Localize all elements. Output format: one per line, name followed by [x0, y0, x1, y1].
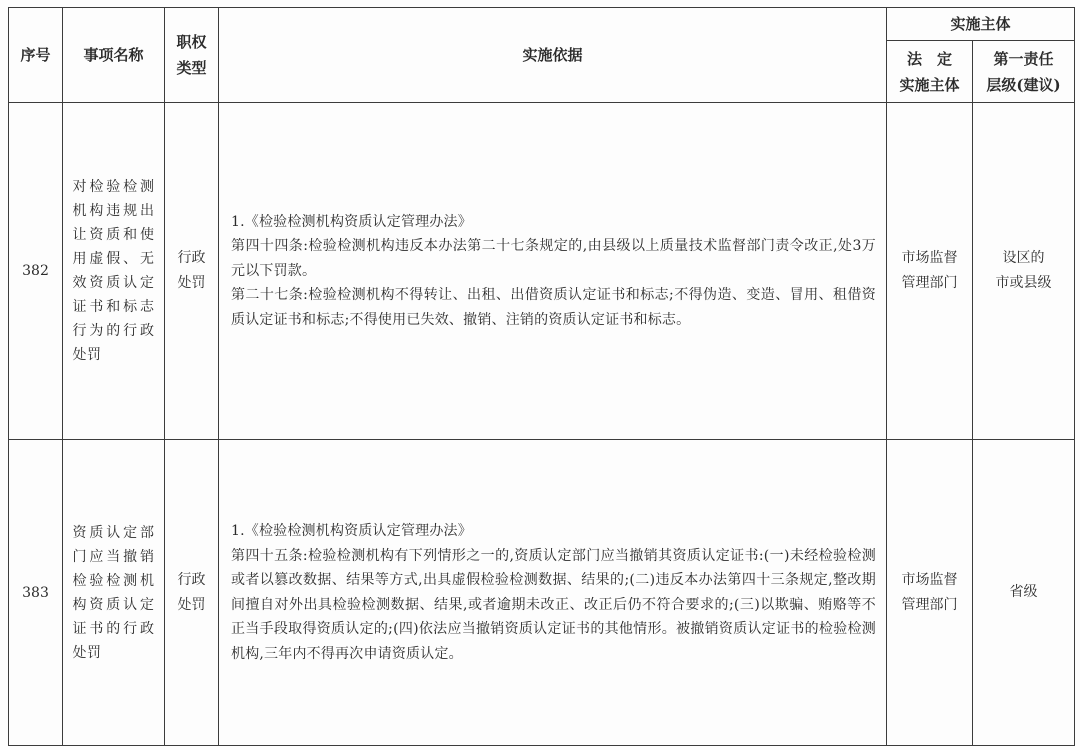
row-item-name	[63, 103, 165, 440]
level-line1: 省级	[1009, 584, 1038, 600]
legal-subject-line1: 市场监督	[901, 250, 958, 266]
power-type-line2: 处罚	[177, 596, 206, 613]
name-line: 构资质认定	[72, 596, 155, 613]
row-legal-subject	[887, 440, 973, 746]
name-line: 证书和标志	[72, 299, 155, 315]
name-line: 对检验检测	[72, 179, 155, 195]
header-basis: 实施依据	[219, 8, 887, 103]
legal-subject-line1: 市场监督	[901, 571, 958, 588]
header-power-type	[165, 8, 219, 103]
name-line: 让资质和使	[72, 227, 155, 243]
header-subject: 实施主体	[887, 8, 1075, 41]
row-seq: 382	[9, 103, 63, 440]
basis-paragraph: 1.《检验检测机构资质认定管理办法》	[231, 523, 472, 539]
header-responsibility-level	[973, 41, 1075, 103]
basis-paragraph: 第四十五条:检验检测机构有下列情形之一的,资质认定部门应当撤销其资质认定证书:(一)未经检验检测或者以篡改数据、结果等方式,出具虚假检验检测数据、结果的;(二)违反本办法第四十三条规定,整改期间擅自对外出具检验检测数据、结果,或者逾期未改正、改正后仍不符合要求的;(三)以欺骗、贿赂等不正当手段取得资质认定的;(四)依法应当撤销资质认定证书的其他情形。被撤销资质认定证书的检验检测机构,三年内不得再次申请资质认定。	[231, 547, 876, 662]
header-power-type-line1: 职权	[176, 33, 207, 51]
row-responsibility-level	[973, 440, 1075, 746]
header-item-name: 事项名称	[63, 8, 165, 103]
basis-paragraph: 第四十四条:检验检测机构违反本办法第二十七条规定的,由县级以上质量技术监督部门责令改正,处3万元以下罚款。	[231, 238, 876, 279]
power-type-line2: 处罚	[177, 275, 206, 291]
power-type-line1: 行政	[177, 571, 206, 588]
header-legal-subject-line2: 实施主体	[899, 75, 960, 94]
row-legal-subject	[887, 103, 973, 440]
name-line: 行为的行政	[72, 323, 155, 339]
row-basis	[219, 440, 887, 746]
row-basis	[219, 103, 887, 440]
name-line: 处罚	[72, 347, 102, 363]
name-line: 机构违规出	[72, 203, 155, 219]
table-row	[9, 103, 1075, 440]
header-legal-subject	[887, 41, 973, 103]
row-responsibility-level	[973, 103, 1075, 440]
table-row	[9, 440, 1075, 746]
header-seq: 序号	[9, 8, 63, 103]
name-line: 用虚假、无	[72, 251, 155, 267]
basis-paragraph: 1.《检验检测机构资质认定管理办法》	[231, 213, 472, 230]
power-type-line1: 行政	[177, 250, 206, 266]
name-line: 门应当撤销	[72, 548, 155, 565]
row-power-type	[165, 103, 219, 440]
basis-paragraph: 第二十七条:检验检测机构不得转让、出租、出借资质认定证书和标志;不得伪造、变造、冒用、租借资质认定证书和标志;不得使用已失效、撤销、注销的资质认定证书和标志。	[231, 287, 876, 328]
row-seq: 383	[9, 440, 63, 746]
name-line: 证书的行政	[72, 620, 155, 637]
legal-subject-line2: 管理部门	[901, 596, 958, 613]
level-line2: 市或县级	[995, 275, 1052, 291]
row-item-name	[63, 440, 165, 746]
header-power-type-line2: 类型	[176, 59, 207, 77]
enforcement-table	[8, 7, 1075, 746]
header-legal-subject-line1: 法 定	[906, 49, 952, 68]
header-responsibility-level-line2: 层级(建议)	[986, 75, 1061, 94]
level-line1: 设区的	[1002, 250, 1045, 266]
header-responsibility-level-line1: 第一责任	[993, 49, 1054, 68]
name-line: 效资质认定	[72, 275, 155, 291]
legal-subject-line2: 管理部门	[901, 275, 958, 291]
name-line: 资质认定部	[72, 524, 155, 541]
name-line: 检验检测机	[72, 572, 155, 589]
name-line: 处罚	[72, 644, 102, 661]
row-power-type	[165, 440, 219, 746]
